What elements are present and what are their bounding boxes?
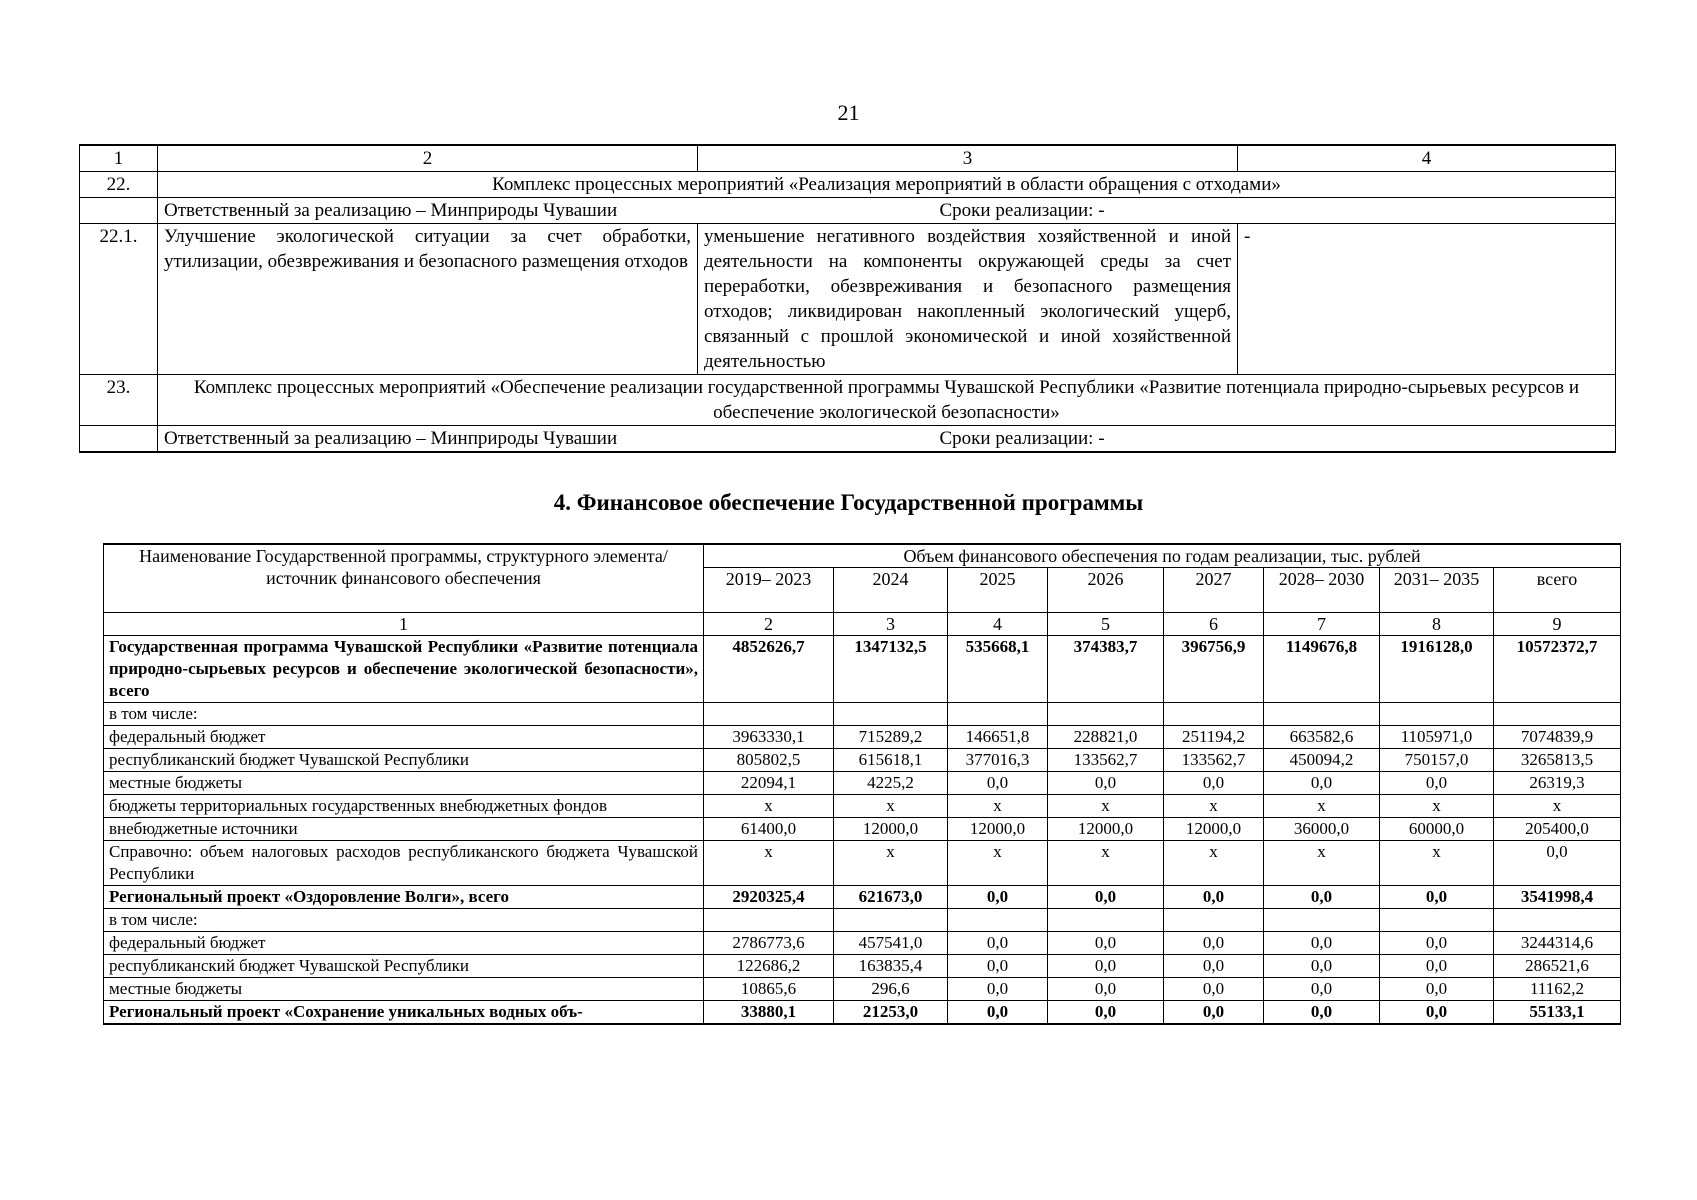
finance-value: 0,0 <box>1164 1001 1264 1025</box>
year-header: 2024 <box>834 568 948 613</box>
finance-value: 146651,8 <box>948 726 1048 749</box>
finance-row <box>104 955 1621 978</box>
finance-row-name: местные бюджеты <box>104 978 704 1001</box>
finance-value: 805802,5 <box>704 749 834 772</box>
column-number: 9 <box>1494 613 1621 636</box>
finance-row-name: федеральный бюджет <box>104 726 704 749</box>
finance-row-name: в том числе: <box>104 703 704 726</box>
row-number: 22.1. <box>80 224 158 375</box>
year-header: 2019– 2023 <box>704 568 834 613</box>
finance-value <box>1494 909 1621 932</box>
finance-value: 21253,0 <box>834 1001 948 1025</box>
finance-value: 3963330,1 <box>704 726 834 749</box>
finance-value: 457541,0 <box>834 932 948 955</box>
finance-value: 0,0 <box>948 932 1048 955</box>
finance-value: 10572372,7 <box>1494 636 1621 703</box>
finance-value: 535668,1 <box>948 636 1048 703</box>
finance-row <box>104 726 1621 749</box>
finance-value: 0,0 <box>1380 955 1494 978</box>
finance-value <box>1380 909 1494 932</box>
finance-value: 377016,3 <box>948 749 1048 772</box>
finance-value: 450094,2 <box>1264 749 1380 772</box>
finance-value <box>1164 909 1264 932</box>
row-number: 23. <box>80 375 158 426</box>
finance-value: 2786773,6 <box>704 932 834 955</box>
finance-value: 55133,1 <box>1494 1001 1621 1025</box>
finance-value: 205400,0 <box>1494 818 1621 841</box>
row-number: 22. <box>80 172 158 198</box>
finance-value: 0,0 <box>1048 955 1164 978</box>
finance-value: х <box>1048 841 1164 886</box>
column-number: 4 <box>948 613 1048 636</box>
finance-value: 4225,2 <box>834 772 948 795</box>
deadline-text: Сроки реализации: - <box>934 426 1616 453</box>
finance-body <box>104 636 1621 1025</box>
finance-value: х <box>1164 841 1264 886</box>
finance-value: 1149676,8 <box>1264 636 1380 703</box>
finance-value: х <box>1264 795 1380 818</box>
finance-row-name: Региональный проект «Оздоровление Волги», всего <box>104 886 704 909</box>
finance-value: х <box>948 795 1048 818</box>
finance-value: 0,0 <box>1164 932 1264 955</box>
finance-value: 0,0 <box>1380 932 1494 955</box>
finance-value: 1347132,5 <box>834 636 948 703</box>
finance-value: х <box>1264 841 1380 886</box>
finance-value: 60000,0 <box>1380 818 1494 841</box>
finance-value: 11162,2 <box>1494 978 1621 1001</box>
deadline-text: Сроки реализации: - <box>934 198 1616 224</box>
finance-row <box>104 909 1621 932</box>
finance-value: х <box>1494 795 1621 818</box>
finance-value: 22094,1 <box>704 772 834 795</box>
finance-value: 26319,3 <box>1494 772 1621 795</box>
finance-value: 2920325,4 <box>704 886 834 909</box>
year-header: 2025 <box>948 568 1048 613</box>
finance-row <box>104 703 1621 726</box>
finance-value: 3265813,5 <box>1494 749 1621 772</box>
column-number-row <box>104 613 1621 636</box>
finance-value: х <box>1048 795 1164 818</box>
finance-value: 33880,1 <box>704 1001 834 1025</box>
finance-value: 0,0 <box>1264 1001 1380 1025</box>
finance-value <box>834 909 948 932</box>
task-description: Улучшение экологической ситуации за счет обработки, утилизации, обезвреживания и безопасного размещения отходов <box>158 224 698 375</box>
finance-value: х <box>834 795 948 818</box>
finance-value: 228821,0 <box>1048 726 1164 749</box>
finance-row-name: Региональный проект «Сохранение уникальных водных объ- <box>104 1001 704 1025</box>
finance-value: 663582,6 <box>1264 726 1380 749</box>
finance-value: 0,0 <box>1380 1001 1494 1025</box>
finance-value: 0,0 <box>1264 955 1380 978</box>
activities-header-cell: 3 <box>698 145 1238 172</box>
finance-row-name: бюджеты территориальных государственных внебюджетных фондов <box>104 795 704 818</box>
finance-value: 0,0 <box>1264 772 1380 795</box>
finance-value: х <box>704 795 834 818</box>
responsible-text: Ответственный за реализацию – Минприроды Чувашии <box>158 198 934 224</box>
finance-value: 61400,0 <box>704 818 834 841</box>
empty-cell <box>80 198 158 224</box>
finance-value: х <box>948 841 1048 886</box>
complex-title: Комплекс процессных мероприятий «Реализация мероприятий в области обращения с отходами» <box>158 172 1616 198</box>
finance-value <box>1494 703 1621 726</box>
finance-value: 396756,9 <box>1164 636 1264 703</box>
activities-header-cell: 2 <box>158 145 698 172</box>
finance-value <box>948 909 1048 932</box>
finance-value <box>1164 703 1264 726</box>
year-header: 2028– 2030 <box>1264 568 1380 613</box>
finance-value: 0,0 <box>948 886 1048 909</box>
finance-table <box>103 543 1621 1025</box>
finance-row <box>104 818 1621 841</box>
finance-value: 0,0 <box>1264 978 1380 1001</box>
column-number: 2 <box>704 613 834 636</box>
finance-value: х <box>1164 795 1264 818</box>
finance-value: 0,0 <box>948 955 1048 978</box>
finance-value: 0,0 <box>948 978 1048 1001</box>
responsible-text: Ответственный за реализацию – Минприроды Чувашии <box>158 426 934 453</box>
finance-value: 122686,2 <box>704 955 834 978</box>
finance-value: 621673,0 <box>834 886 948 909</box>
finance-value: 0,0 <box>948 772 1048 795</box>
finance-value <box>834 703 948 726</box>
finance-value: 0,0 <box>1494 841 1621 886</box>
finance-value <box>704 703 834 726</box>
responsible-row <box>80 426 1616 453</box>
finance-value <box>1380 703 1494 726</box>
finance-value <box>1048 909 1164 932</box>
finance-value <box>948 703 1048 726</box>
finance-value: 0,0 <box>1164 772 1264 795</box>
year-header: 2026 <box>1048 568 1164 613</box>
finance-row-name: республиканский бюджет Чувашской Республики <box>104 955 704 978</box>
finance-value: 133562,7 <box>1048 749 1164 772</box>
column-number: 3 <box>834 613 948 636</box>
activity-complex-row <box>80 172 1616 198</box>
finance-value: 251194,2 <box>1164 726 1264 749</box>
finance-row-name: Государственная программа Чувашской Республики «Развитие потенциала природно-сырьевых ресурсов и обеспечение экологической безопасности», всего <box>104 636 704 703</box>
column-number: 7 <box>1264 613 1380 636</box>
finance-value: 0,0 <box>1048 978 1164 1001</box>
finance-value: 0,0 <box>1048 886 1164 909</box>
finance-value <box>1264 703 1380 726</box>
finance-value: 0,0 <box>1264 932 1380 955</box>
finance-value: 750157,0 <box>1380 749 1494 772</box>
finance-value: 1916128,0 <box>1380 636 1494 703</box>
finance-value: 0,0 <box>1048 932 1164 955</box>
finance-value: 0,0 <box>948 1001 1048 1025</box>
finance-value: х <box>834 841 948 886</box>
task-indicator: - <box>1238 224 1616 375</box>
finance-value: 12000,0 <box>1164 818 1264 841</box>
activity-complex-row <box>80 375 1616 426</box>
finance-row-name: Справочно: объем налоговых расходов республиканского бюджета Чувашской Республики <box>104 841 704 886</box>
task-row <box>80 224 1616 375</box>
finance-row <box>104 636 1621 703</box>
finance-value: 0,0 <box>1048 1001 1164 1025</box>
finance-value: 10865,6 <box>704 978 834 1001</box>
finance-value: 715289,2 <box>834 726 948 749</box>
finance-row <box>104 978 1621 1001</box>
finance-value: 286521,6 <box>1494 955 1621 978</box>
finance-row-name: внебюджетные источники <box>104 818 704 841</box>
finance-row <box>104 772 1621 795</box>
finance-value: 0,0 <box>1380 886 1494 909</box>
finance-value <box>1048 703 1164 726</box>
finance-value: 0,0 <box>1048 772 1164 795</box>
activities-header-cell: 1 <box>80 145 158 172</box>
finance-value: 615618,1 <box>834 749 948 772</box>
finance-value: 163835,4 <box>834 955 948 978</box>
finance-value: 12000,0 <box>834 818 948 841</box>
year-header: 2027 <box>1164 568 1264 613</box>
page-number: 21 <box>837 100 860 125</box>
finance-value: 0,0 <box>1380 978 1494 1001</box>
column-number: 8 <box>1380 613 1494 636</box>
finance-row <box>104 886 1621 909</box>
column-number: 1 <box>104 613 704 636</box>
activities-header-cell: 4 <box>1238 145 1616 172</box>
finance-row <box>104 932 1621 955</box>
finance-row <box>104 795 1621 818</box>
empty-cell <box>80 426 158 453</box>
activities-header-row <box>80 145 1616 172</box>
finance-value: х <box>704 841 834 886</box>
finance-row-name: федеральный бюджет <box>104 932 704 955</box>
finance-row-name: в том числе: <box>104 909 704 932</box>
finance-row-name: республиканский бюджет Чувашской Республики <box>104 749 704 772</box>
year-header: всего <box>1494 568 1621 613</box>
finance-value: 0,0 <box>1164 886 1264 909</box>
finance-header-row <box>104 544 1621 568</box>
finance-value: х <box>1380 841 1494 886</box>
finance-row <box>104 1001 1621 1025</box>
finance-row <box>104 841 1621 886</box>
task-result: уменьшение негативного воздействия хозяйственной и иной деятельности на компоненты окружающей среды за счет переработки, обезвреживания и безопасного размещения отходов; ликвидирован накопленный экологический ущерб, связанный с прошлой экономической и иной хозяйственной деятельностью <box>698 224 1238 375</box>
finance-value <box>704 909 834 932</box>
finance-value: 0,0 <box>1164 955 1264 978</box>
name-column-header: Наименование Государственной программы, структурного элемента/источник финансового обеспечения <box>104 544 704 613</box>
responsible-row <box>80 198 1616 224</box>
column-number: 6 <box>1164 613 1264 636</box>
finance-value: 36000,0 <box>1264 818 1380 841</box>
finance-value: 12000,0 <box>948 818 1048 841</box>
finance-value <box>1264 909 1380 932</box>
finance-value: 0,0 <box>1164 978 1264 1001</box>
finance-value: 296,6 <box>834 978 948 1001</box>
finance-value: 7074839,9 <box>1494 726 1621 749</box>
finance-value: 12000,0 <box>1048 818 1164 841</box>
finance-value: 3244314,6 <box>1494 932 1621 955</box>
finance-value: 3541998,4 <box>1494 886 1621 909</box>
finance-value: 0,0 <box>1380 772 1494 795</box>
finance-row <box>104 749 1621 772</box>
activities-table <box>79 144 1616 453</box>
complex-title: Комплекс процессных мероприятий «Обеспечение реализации государственной программы Чувашской Республики «Развитие потенциала природно-сырьевых ресурсов и обеспечение экологической безопасности» <box>158 375 1616 426</box>
finance-value: 0,0 <box>1264 886 1380 909</box>
year-header: 2031– 2035 <box>1380 568 1494 613</box>
finance-row-name: местные бюджеты <box>104 772 704 795</box>
finance-value: х <box>1380 795 1494 818</box>
volume-header: Объем финансового обеспечения по годам реализации, тыс. рублей <box>704 544 1621 568</box>
finance-value: 374383,7 <box>1048 636 1164 703</box>
finance-value: 1105971,0 <box>1380 726 1494 749</box>
finance-value: 133562,7 <box>1164 749 1264 772</box>
section-title: 4. Финансовое обеспечение Государственной программы <box>553 490 1144 515</box>
column-number: 5 <box>1048 613 1164 636</box>
finance-value: 4852626,7 <box>704 636 834 703</box>
